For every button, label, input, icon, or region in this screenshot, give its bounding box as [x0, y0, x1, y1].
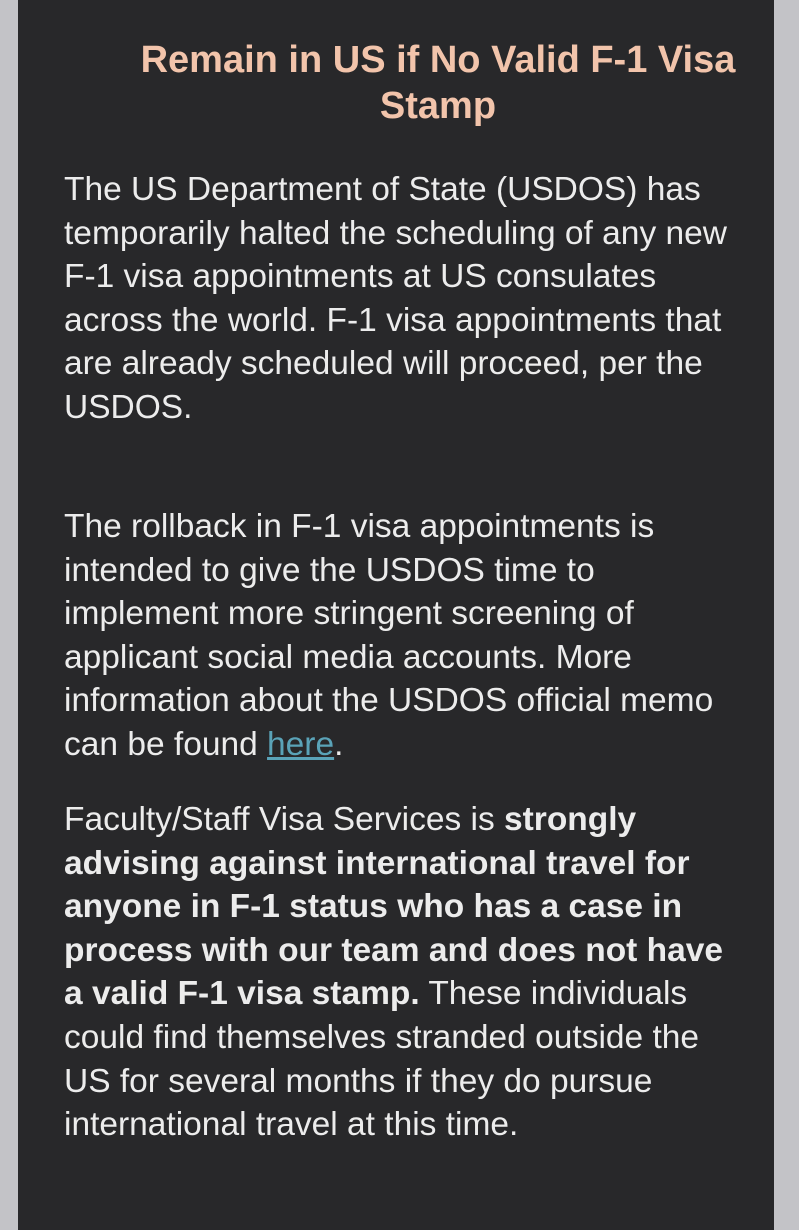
- memo-here-link[interactable]: here: [267, 725, 335, 763]
- paragraph-rollback: [64, 505, 736, 767]
- paragraph-usdos-halt: The US Department of State (USDOS) has temporarily halted the scheduling of any new F-1 visa appointments at US consulates across the world. F-1 visa appointments that are already scheduled will proceed, per the USDOS.: [64, 171, 727, 426]
- paragraph-rollback-end: .: [334, 725, 344, 763]
- article-title: Remain in US if No Valid F-1 Visa Stamp: [140, 39, 736, 127]
- advisory-consequence-text: These individuals could find themselves stranded outside the US for several months if they do pursue international travel at this time.: [64, 975, 700, 1144]
- advisory-intro-text: Faculty/Staff Visa Services is: [64, 801, 505, 838]
- paragraph-travel-advisory: [64, 798, 736, 1147]
- paragraph-rollback-text: The rollback in F-1 visa appointments is intended to give the USDOS time to implement more stringent screening of applicant social media accounts. More information about the USDOS official memo can be found: [64, 508, 714, 763]
- advisory-bold-warning: strongly advising against international travel for anyone in F-1 status who has a case in process with our team and does not have a valid F-1 visa stamp.: [64, 801, 723, 1013]
